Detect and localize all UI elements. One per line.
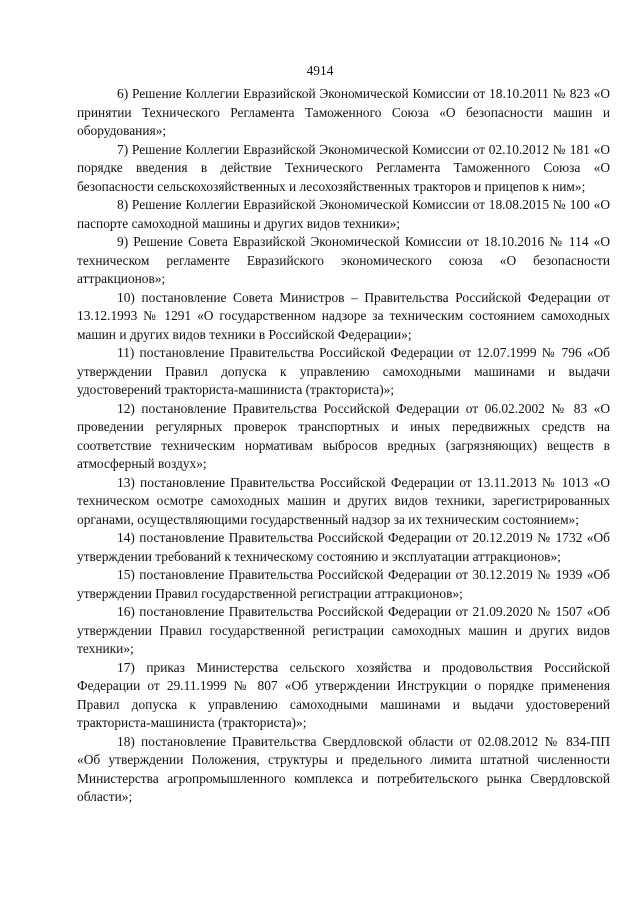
list-item: 10) постановление Совета Министров – Правительства Российской Федерации от 13.12.1993 № 1291 «О государственном надзоре за техническим состоянием самоходных машин и других видов техники в Российской Федерации»; (77, 289, 610, 342)
page-number: 4914 (306, 63, 334, 78)
list-item: 12) постановление Правительства Российской Федерации от 06.02.2002 № 83 «О проведении регулярных проверок транспортных и иных передвижных средств на соответствие техническим нормативам выбросов вредных (загрязняющих) веществ в атмосферный воздух»; (77, 400, 610, 471)
list-item: 13) постановление Правительства Российской Федерации от 13.11.2013 № 1013 «О техническом осмотре самоходных машин и других видов техники, зарегистрированных органами, осуществляющими государственный надзор за их техническим состоянием»; (77, 474, 610, 527)
list-item: 11) постановление Правительства Российской Федерации от 12.07.1999 № 796 «Об утверждении Правил допуска к управлению самоходными машинами и выдачи удостоверений тракториста-машиниста (тракториста)»; (77, 345, 610, 397)
document-body (77, 85, 610, 807)
list-item: 9) Решение Совета Евразийской Экономической Комиссии от 18.10.2016 № 114 «О техническом регламенте Евразийского экономического союза «О безопасности аттракционов»; (77, 234, 610, 286)
list-item: 15) постановление Правительства Российской Федерации от 30.12.2019 № 1939 «Об утверждении Правил государственной регистрации аттракционов»; (77, 567, 610, 601)
list-item: 18) постановление Правительства Свердловской области от 02.08.2012 № 834-ПП «Об утверждении Положения, структуры и предельного лимита штатной численности Министерства агропромышленного комплекса и потребительского рынка Свердловской области»; (77, 733, 610, 804)
list-item: 7) Решение Коллегии Евразийской Экономической Комиссии от 02.10.2012 № 181 «О порядке введения в действие Технического Регламента Таможенного Союза «О безопасности сельскохозяйственных и лесохозяйственных тракторов и прицепов к ним»; (77, 141, 610, 194)
list-item: 6) Решение Коллегии Евразийской Экономической Комиссии от 18.10.2011 № 823 «О принятии Технического Регламента Таможенного Союза «О безопасности машин и оборудования»; (77, 86, 610, 138)
list-item: 16) постановление Правительства Российской Федерации от 21.09.2020 № 1507 «Об утверждении Правил государственной регистрации самоходных машин и других видов техники»; (77, 604, 610, 656)
list-item: 14) постановление Правительства Российской Федерации от 20.12.2019 № 1732 «Об утверждении требований к техническому состоянию и эксплуатации аттракционов»; (77, 530, 610, 564)
list-item: 17) приказ Министерства сельского хозяйства и продовольствия Российской Федерации от 29.11.1999 № 807 «Об утверждении Инструкции о порядке применения Правил допуска к управлению самоходными машинами и выдачи удостоверений тракториста-машиниста (тракториста)»; (77, 659, 610, 730)
list-item: 8) Решение Коллегии Евразийской Экономической Комиссии от 18.08.2015 № 100 «О паспорте самоходной машины и других видов техники»; (77, 197, 610, 231)
